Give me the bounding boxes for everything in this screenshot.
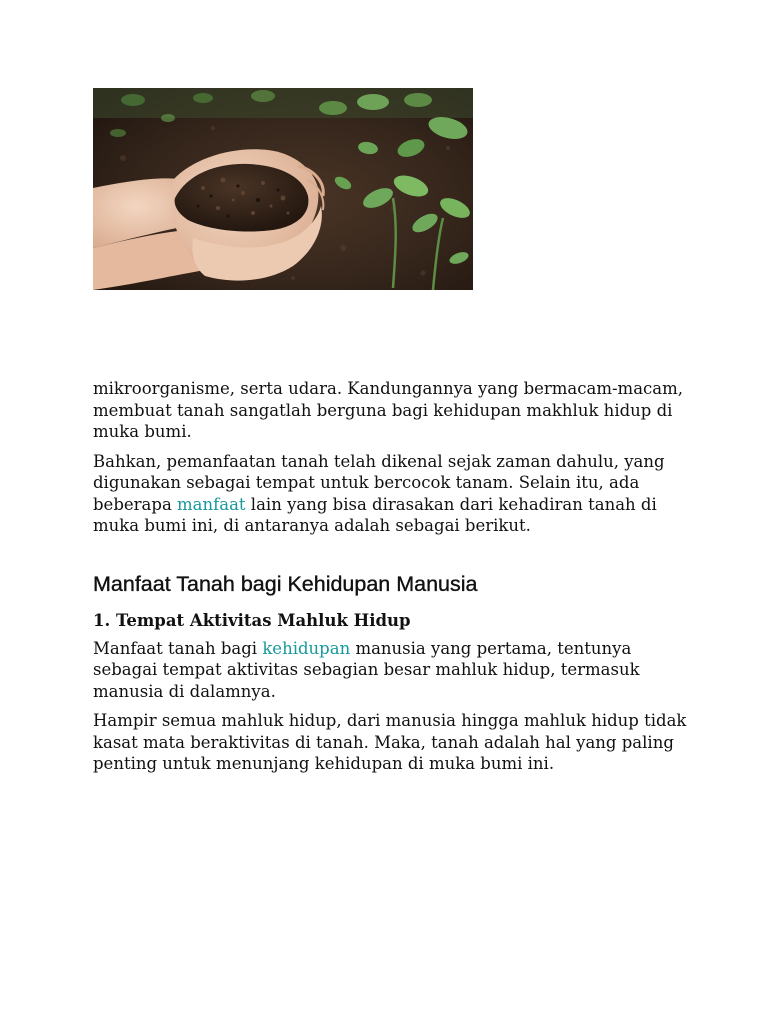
paragraph-history xyxy=(93,451,693,537)
article-body xyxy=(93,378,693,783)
paragraph-history-text-2: lain yang bisa dirasakan dari kehadiran tanah di muka bumi ini, di antaranya adalah sebagai berikut. xyxy=(93,494,657,535)
manfaat-link[interactable]: manfaat xyxy=(177,494,246,514)
paragraph-first-benefit xyxy=(93,638,693,703)
kehidupan-link[interactable]: kehidupan xyxy=(262,638,351,658)
paragraph-activity: Hampir semua mahluk hidup, dari manusia hingga mahluk hidup tidak kasat mata beraktivitas di tanah. Maka, tanah adalah hal yang paling penting untuk menunjang kehidupan di muka bumi ini. xyxy=(93,711,687,773)
subsection-heading: 1. Tempat Aktivitas Mahluk Hidup xyxy=(93,610,411,630)
paragraph-first-benefit-text-2: manusia yang pertama, tentunya sebagai tempat aktivitas sebagian besar mahluk hidup, termasuk manusia di dalamnya. xyxy=(93,638,640,701)
soil-in-hands-photo xyxy=(93,88,473,290)
paragraph-intro-continuation: mikroorganisme, serta udara. Kandungannya yang bermacam-macam, membuat tanah sangatlah berguna bagi kehidupan makhluk hidup di muka bumi. xyxy=(93,379,684,441)
section-heading: Manfaat Tanah bagi Kehidupan Manusia xyxy=(93,571,478,596)
paragraph-first-benefit-text-1: Manfaat tanah bagi xyxy=(93,638,263,658)
paragraph-history-text-1: Bahkan, pemanfaatan tanah telah dikenal sejak zaman dahulu, yang digunakan sebagai tempat untuk bercocok tanam. Selain itu, ada beberapa xyxy=(93,451,665,514)
